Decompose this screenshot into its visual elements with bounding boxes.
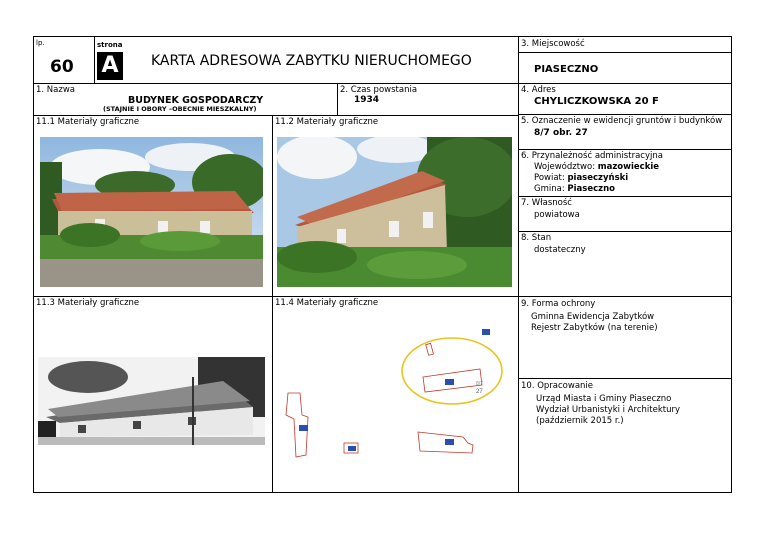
divider [518, 52, 732, 53]
photo-historical-bw [38, 357, 265, 445]
czas-label: 2. Czas powstania [340, 85, 418, 95]
divider [33, 296, 732, 297]
strona-value: A [97, 52, 123, 80]
ochrona-line2: Rejestr Zabytków (na terenie) [531, 323, 658, 333]
materialy-2-label: 11.2 Materiały graficzne [275, 117, 379, 127]
ewidencja-label: 5. Oznaczenie w ewidencji gruntów i budynków [521, 116, 723, 126]
adres-value: CHYLICZKOWSKA 20 F [534, 96, 659, 107]
ochrona-label: 9. Forma ochrony [521, 299, 596, 309]
powiat-row [534, 173, 628, 183]
divider [272, 115, 273, 493]
gmina-value: Piaseczno [567, 184, 615, 194]
divider [33, 83, 732, 84]
opracowanie-line3: (październik 2015 r.) [536, 416, 624, 426]
powiat-label: Powiat: [534, 173, 565, 183]
gmina-label: Gmina: [534, 184, 565, 194]
ochrona-line1: Gminna Ewidencja Zabytków [531, 312, 655, 322]
opracowanie-label: 10. Opracowanie [521, 381, 594, 391]
photo-building-front [40, 137, 263, 287]
miejscowosc-label: 3. Miejscowość [521, 39, 585, 49]
przynaleznosc-label: 6. Przynależność administracyjna [521, 151, 663, 161]
divider [518, 149, 732, 150]
divider [518, 114, 732, 115]
nazwa-subvalue: (STAJNIE I OBORY –OBECNIE MIESZKALNY) [103, 105, 257, 113]
opracowanie-line2: Wydział Urbanistyki i Architektury [536, 405, 681, 415]
lp-label: lp. [36, 39, 45, 47]
ewidencja-value: 8/7 obr. 27 [534, 128, 588, 138]
wojewodztwo-value: mazowieckie [597, 162, 660, 172]
divider [518, 231, 732, 232]
plot-number-label: 8/7 [476, 381, 483, 387]
nazwa-label: 1. Nazwa [36, 85, 76, 95]
divider [518, 36, 519, 493]
nazwa-value: BUDYNEK GOSPODARCZY [128, 95, 264, 106]
czas-value: 1934 [354, 95, 380, 105]
wojewodztwo-label: Województwo: [534, 162, 596, 172]
cadastral-map [278, 315, 513, 490]
wojewodztwo-row [534, 162, 659, 172]
miejscowosc-value: PIASECZNO [534, 64, 599, 75]
lp-value: 60 [50, 57, 74, 77]
materialy-1-label: 11.1 Materiały graficzne [36, 117, 140, 127]
photo-building-side [277, 137, 512, 287]
divider [33, 115, 518, 116]
divider [518, 196, 732, 197]
wlasnosc-label: 7. Własność [521, 198, 572, 208]
materialy-4-label: 11.4 Materiały graficzne [275, 298, 379, 308]
stan-label: 8. Stan [521, 233, 552, 243]
divider [518, 378, 732, 379]
powiat-value: piaseczyński [567, 173, 629, 183]
strona-label: strona [97, 41, 123, 49]
page-title: KARTA ADRESOWA ZABYTKU NIERUCHOMEGO [151, 53, 472, 69]
adres-label: 4. Adres [521, 85, 556, 95]
plot-sub-label: 27 [476, 389, 483, 395]
materialy-3-label: 11.3 Materiały graficzne [36, 298, 140, 308]
wlasnosc-value: powiatowa [534, 210, 580, 220]
gmina-row [534, 184, 615, 194]
opracowanie-line1: Urząd Miasta i Gminy Piaseczno [536, 394, 672, 404]
divider [94, 36, 95, 83]
divider [337, 83, 338, 115]
stan-value: dostateczny [534, 245, 586, 255]
